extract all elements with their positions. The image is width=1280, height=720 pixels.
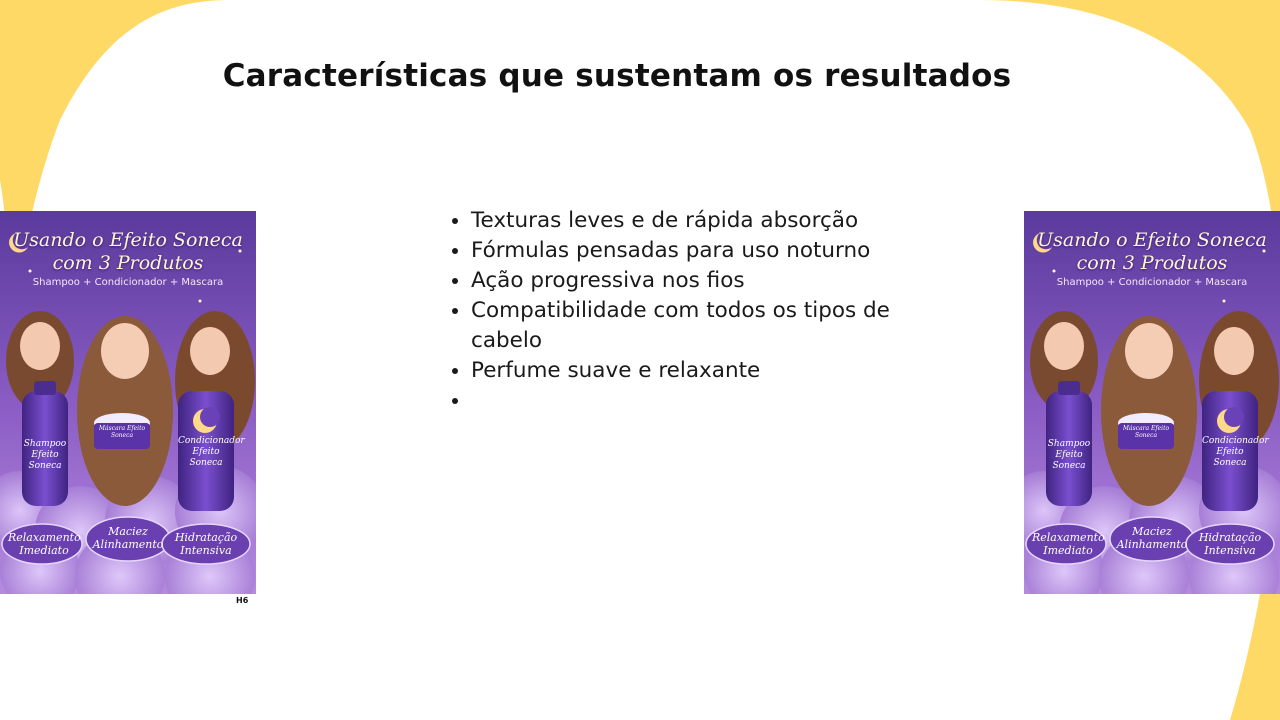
shampoo-label: Shampoo Efeito Soneca — [1047, 439, 1091, 471]
poster-title-line2: com 3 Produtos — [1076, 252, 1228, 274]
mask-label: Máscara Efeito Soneca — [1122, 425, 1170, 439]
poster-title-line1: Usando o Efeito Soneca — [1037, 229, 1267, 251]
badge-maciez: Maciez Alinhamento — [92, 525, 164, 551]
list-item: • Fórmulas pensadas para uso noturno — [471, 236, 891, 266]
conditioner-label: Condicionador Efeito Soneca — [1202, 436, 1269, 468]
list-item: • Compatibilidade com todos os tipos de cabelo — [471, 296, 891, 356]
poster-title-line1: Usando o Efeito Soneca — [13, 229, 243, 251]
poster-title-line2: com 3 Produtos — [52, 252, 204, 274]
badge-relaxamento: Relaxamento Imediato — [8, 531, 81, 557]
product-poster-left[interactable] — [0, 211, 256, 594]
poster-subtitle: Shampoo + Condicionador + Mascara — [32, 277, 224, 288]
slide-tag: H6 — [236, 596, 249, 605]
list-item: • Texturas leves e de rápida absorção — [471, 206, 891, 236]
shampoo-label: Shampoo Efeito Soneca — [23, 439, 67, 471]
list-item: • Perfume suave e relaxante — [471, 356, 891, 386]
badge-hidratacao: Hidratação Intensiva — [174, 531, 238, 557]
feature-list — [447, 206, 891, 416]
badge-relaxamento: Relaxamento Imediato — [1032, 531, 1105, 557]
badge-hidratacao: Hidratação Intensiva — [1198, 531, 1262, 557]
product-poster-right[interactable] — [1024, 211, 1280, 594]
poster-subtitle: Shampoo + Condicionador + Mascara — [1056, 277, 1248, 288]
mask-label: Máscara Efeito Soneca — [98, 425, 146, 439]
conditioner-label: Condicionador Efeito Soneca — [178, 436, 245, 468]
list-item: • Ação progressiva nos fios — [471, 266, 891, 296]
slide-title: Características que sustentam os resultados — [222, 58, 1012, 94]
badge-maciez: Maciez Alinhamento — [1116, 525, 1188, 551]
list-item — [471, 386, 891, 416]
